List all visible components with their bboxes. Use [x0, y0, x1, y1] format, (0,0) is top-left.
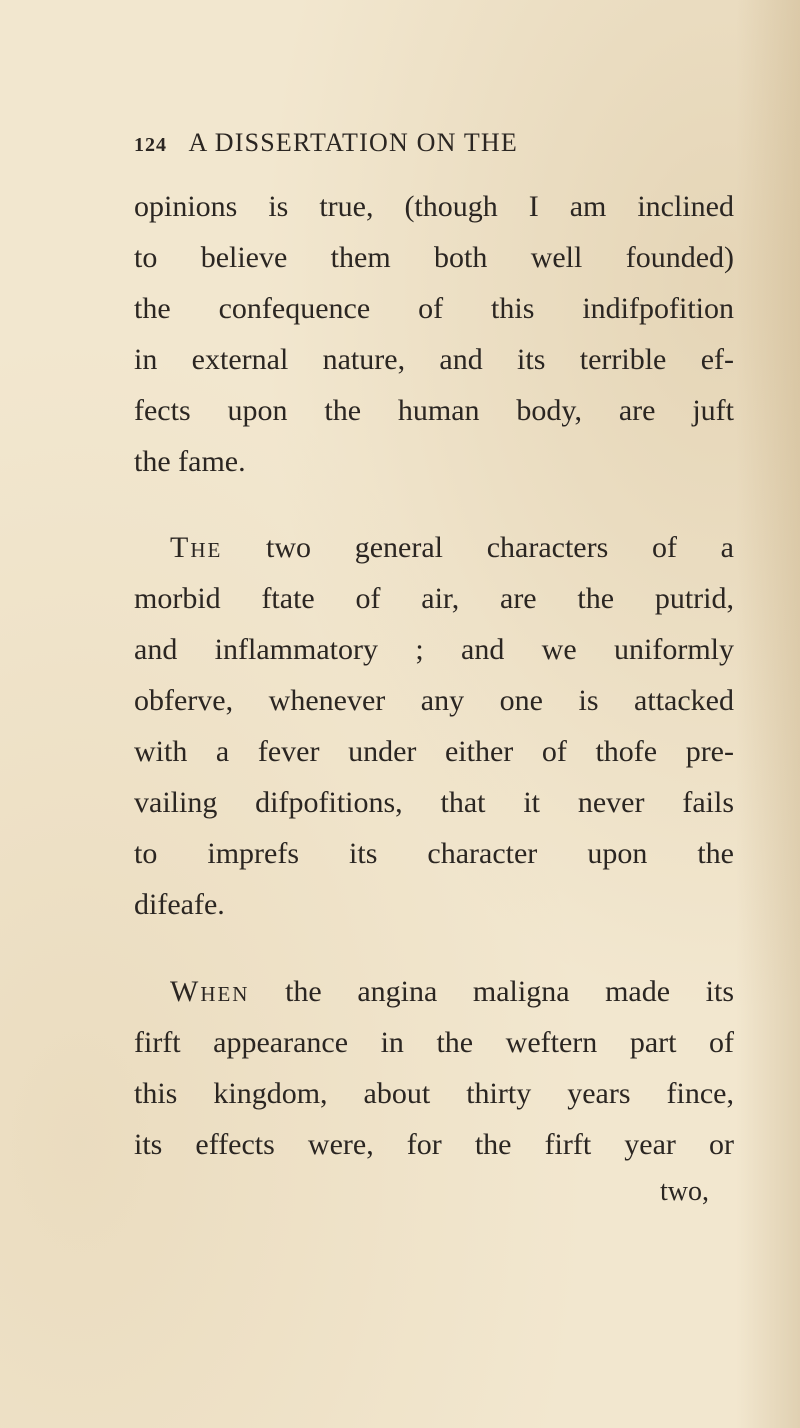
- text-line: this kingdom, about thirty years fince,: [134, 1077, 734, 1110]
- paragraph-first-line: [170, 526, 734, 570]
- text-fragment: two general characters of a: [222, 531, 734, 564]
- text-line: fects upon the human body, are juft: [134, 394, 734, 427]
- page-number: 124: [134, 134, 167, 156]
- running-head: [134, 128, 734, 168]
- text-line: opinions is true, (though I am inclined: [134, 190, 734, 223]
- text-line: its effects were, for the firft year or: [134, 1128, 734, 1161]
- text-line: firft appearance in the weftern part of: [134, 1026, 734, 1059]
- text-line: in external nature, and its terrible ef-: [134, 343, 734, 376]
- text-line: to believe them both well founded): [134, 241, 734, 274]
- text-line: the fame.: [134, 445, 246, 478]
- catchword: two,: [660, 1176, 709, 1207]
- text-line: and inflammatory ; and we uniformly: [134, 633, 734, 666]
- text-line: difeafe.: [134, 888, 225, 921]
- paragraph-lead-word: When: [170, 975, 250, 1008]
- text-line: with a fever under either of thofe pre-: [134, 735, 734, 768]
- paragraph-first-line: [170, 970, 734, 1014]
- text-line: vailing difpofitions, that it never fails: [134, 786, 734, 819]
- text-line: the confequence of this indifpofition: [134, 292, 734, 325]
- text-line: morbid ftate of air, are the putrid,: [134, 582, 734, 615]
- text-line: obferve, whenever any one is attacked: [134, 684, 734, 717]
- paragraph-lead-word: The: [170, 531, 223, 564]
- text-line: to imprefs its character upon the: [134, 837, 734, 870]
- text-fragment: the angina maligna made its: [249, 975, 734, 1008]
- running-head-title: A DISSERTATION ON THE: [188, 128, 518, 157]
